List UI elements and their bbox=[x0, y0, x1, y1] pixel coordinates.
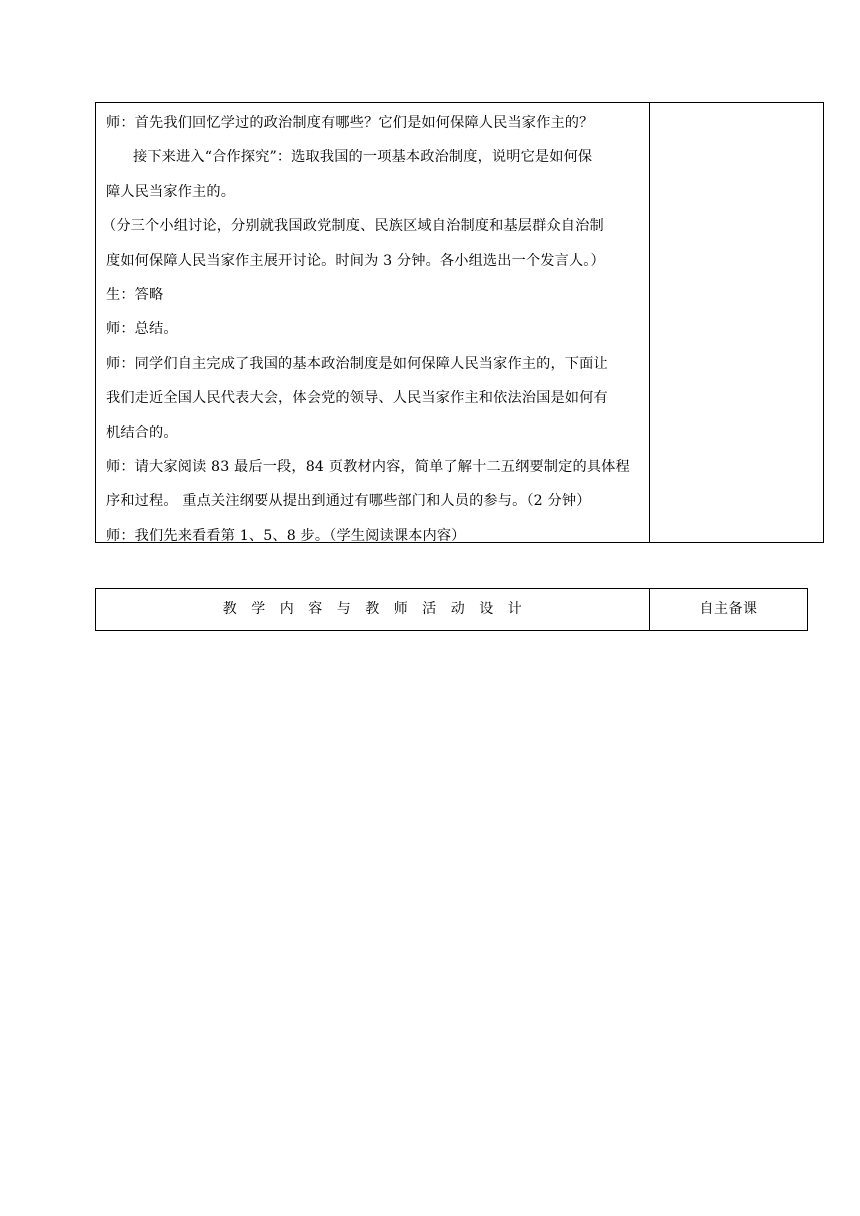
section-header-table bbox=[95, 588, 808, 631]
text-line: 师：同学们自主完成了我国的基本政治制度是如何保障人民当家作主的，下面让 bbox=[106, 355, 608, 372]
text-line: 师：总结。 bbox=[106, 321, 178, 338]
text-line: 机结合的。 bbox=[106, 424, 178, 441]
text-line: 障人民当家作主的。 bbox=[106, 183, 236, 200]
text-line: 师：首先我们回忆学过的政治制度有哪些？它们是如何保障人民当家作主的？ bbox=[106, 115, 594, 131]
text-line: （分三个小组讨论，分别就我国政党制度、民族区域自治制度和基层群众自治制 bbox=[102, 218, 604, 235]
lesson-text-cell bbox=[102, 106, 646, 553]
text-line: 生：答略 bbox=[106, 286, 164, 303]
text-line: 师：请大家阅读 83 最后一段，84 页教材内容，简单了解十二五纲要制定的具体程 bbox=[106, 458, 630, 475]
text-line: 序和过程。 重点关注纲要从提出到通过有哪些部门和人员的参与。（2 分钟） bbox=[106, 493, 591, 510]
self-prep-title: 自主备课 bbox=[699, 601, 758, 617]
text-line: 我们走近全国人民代表大会，体会党的领导、人民当家作主和依法治国是如何有 bbox=[106, 390, 608, 407]
text-line: 师：我们先来看看第 1、5、8 步。（学生阅读课本内容） bbox=[106, 527, 466, 544]
text-line: 接下来进入“合作探究”：选取我国的一项基本政治制度，说明它是如何保 bbox=[133, 149, 593, 166]
lesson-content-table bbox=[95, 102, 824, 543]
column-divider bbox=[649, 103, 650, 542]
section-title: 教学内容与教师活动设计 bbox=[222, 601, 537, 617]
text-line: 度如何保障人民当家作主展开讨论。时间为 3 分钟。各小组选出一个发言人。） bbox=[106, 252, 605, 269]
